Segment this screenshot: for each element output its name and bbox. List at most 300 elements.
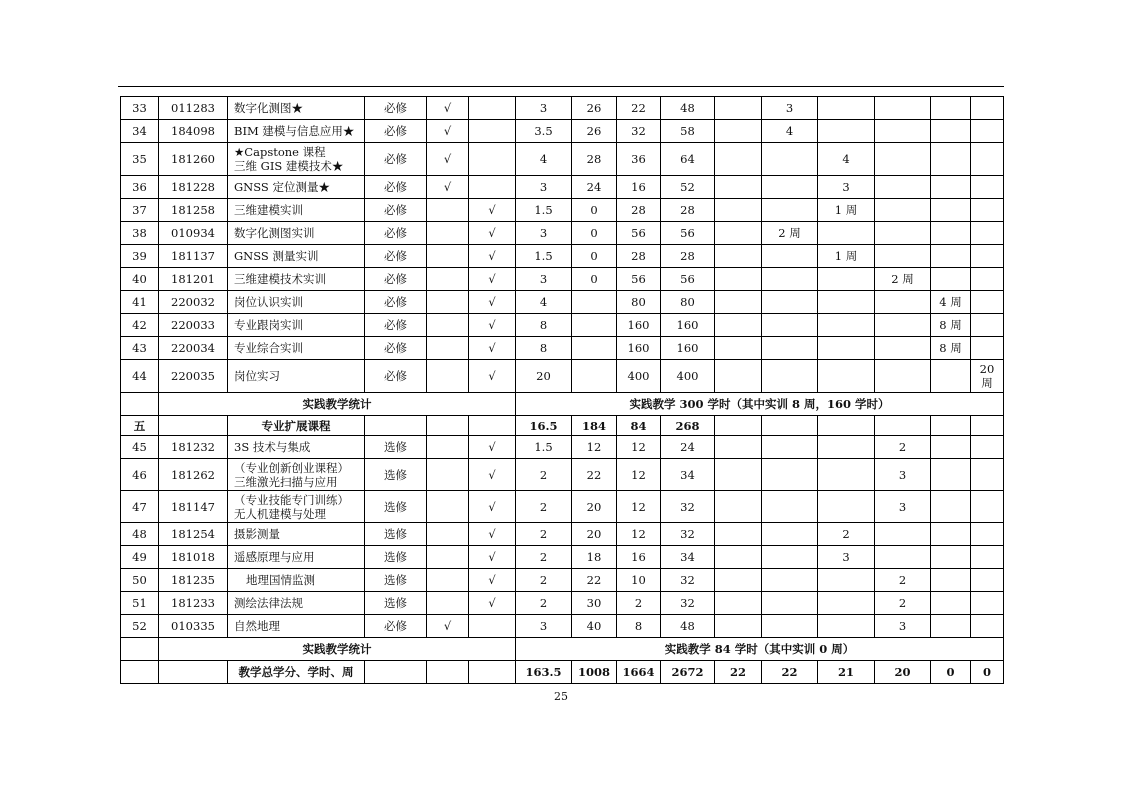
course-code: 011283 — [159, 97, 228, 120]
term-5: 4 周 — [931, 291, 971, 314]
blank-cell — [875, 416, 931, 436]
row-number: 35 — [121, 143, 159, 176]
blank-cell — [971, 416, 1004, 436]
practice-hours: 8 — [617, 615, 661, 638]
table-row — [121, 245, 1004, 268]
total-hours: 400 — [661, 360, 715, 393]
table-row — [121, 592, 1004, 615]
course-name: 自然地理 — [228, 615, 365, 638]
course-type: 必修 — [365, 199, 427, 222]
check-mark: √ — [469, 199, 516, 222]
term-4 — [875, 291, 931, 314]
practice-hours: 12 — [617, 523, 661, 546]
course-type: 选修 — [365, 592, 427, 615]
theory-hours: 20 — [572, 523, 617, 546]
total-hours: 32 — [661, 592, 715, 615]
row-number: 47 — [121, 491, 159, 523]
course-type: 必修 — [365, 120, 427, 143]
practice-hours: 36 — [617, 143, 661, 176]
section-credits: 16.5 — [516, 416, 572, 436]
term-5: 8 周 — [931, 314, 971, 337]
practice-hours: 2 — [617, 592, 661, 615]
course-code: 181147 — [159, 491, 228, 523]
section-total-hours: 268 — [661, 416, 715, 436]
total-hours: 28 — [661, 245, 715, 268]
theory-hours: 26 — [572, 120, 617, 143]
totals-s6: 0 — [971, 661, 1004, 684]
course-code: 181260 — [159, 143, 228, 176]
practice-hours: 28 — [617, 245, 661, 268]
course-name: GNSS 测量实训 — [228, 245, 365, 268]
term-6 — [971, 176, 1004, 199]
course-type: 必修 — [365, 615, 427, 638]
practice-hours: 22 — [617, 97, 661, 120]
credits: 1.5 — [516, 436, 572, 459]
term-4 — [875, 97, 931, 120]
term-1 — [715, 97, 762, 120]
credits: 1.5 — [516, 245, 572, 268]
theory-hours: 0 — [572, 268, 617, 291]
term-1 — [715, 268, 762, 291]
credits: 3 — [516, 268, 572, 291]
table-row — [121, 337, 1004, 360]
course-name: BIM 建模与信息应用★ — [228, 120, 365, 143]
course-name — [228, 491, 365, 523]
exam-mark — [427, 268, 469, 291]
blank-cell — [427, 661, 469, 684]
course-name — [228, 459, 365, 491]
term-6 — [971, 337, 1004, 360]
summary-row — [121, 393, 1004, 416]
term-6 — [971, 459, 1004, 491]
course-name-line: 三维激光扫描与应用 — [234, 474, 338, 489]
table-row — [121, 615, 1004, 638]
term-3: 3 — [818, 176, 875, 199]
table-row — [121, 120, 1004, 143]
course-code: 181235 — [159, 569, 228, 592]
credits: 2 — [516, 569, 572, 592]
check-mark: √ — [469, 436, 516, 459]
course-code: 181228 — [159, 176, 228, 199]
credits: 2 — [516, 592, 572, 615]
practice-hours: 80 — [617, 291, 661, 314]
term-6 — [971, 120, 1004, 143]
term-2 — [762, 314, 818, 337]
exam-mark: √ — [427, 176, 469, 199]
course-name: 专业综合实训 — [228, 337, 365, 360]
credits: 20 — [516, 360, 572, 393]
credits: 3.5 — [516, 120, 572, 143]
term-4: 2 — [875, 436, 931, 459]
summary-value: 实践教学 84 学时（其中实训 0 周） — [516, 638, 1004, 661]
totals-th: 1008 — [572, 661, 617, 684]
term-4 — [875, 337, 931, 360]
credits: 3 — [516, 222, 572, 245]
course-type: 选修 — [365, 569, 427, 592]
total-hours: 160 — [661, 337, 715, 360]
term-1 — [715, 245, 762, 268]
blank-cell — [365, 661, 427, 684]
term-2: 3 — [762, 97, 818, 120]
course-code: 184098 — [159, 120, 228, 143]
blank-cell — [121, 661, 159, 684]
term-3 — [818, 337, 875, 360]
credits: 4 — [516, 143, 572, 176]
theory-hours: 22 — [572, 569, 617, 592]
term-3 — [818, 268, 875, 291]
term-1 — [715, 120, 762, 143]
theory-hours — [572, 314, 617, 337]
term-1 — [715, 199, 762, 222]
term-4 — [875, 314, 931, 337]
course-code: 181262 — [159, 459, 228, 491]
summary-value: 实践教学 300 学时（其中实训 8 周，160 学时） — [516, 393, 1004, 416]
table-row — [121, 491, 1004, 523]
term-3 — [818, 97, 875, 120]
row-number: 36 — [121, 176, 159, 199]
row-number: 49 — [121, 546, 159, 569]
totals-s1: 22 — [715, 661, 762, 684]
term-4 — [875, 199, 931, 222]
course-type: 必修 — [365, 268, 427, 291]
row-number: 33 — [121, 97, 159, 120]
term-6 — [971, 523, 1004, 546]
practice-hours: 10 — [617, 569, 661, 592]
check-mark — [469, 615, 516, 638]
term-6-unit: 周 — [981, 376, 993, 390]
total-hours: 48 — [661, 97, 715, 120]
term-1 — [715, 491, 762, 523]
term-1 — [715, 459, 762, 491]
theory-hours: 18 — [572, 546, 617, 569]
term-5 — [931, 592, 971, 615]
row-number: 45 — [121, 436, 159, 459]
table-row — [121, 176, 1004, 199]
table-row — [121, 314, 1004, 337]
term-4 — [875, 245, 931, 268]
practice-hours: 32 — [617, 120, 661, 143]
row-number: 37 — [121, 199, 159, 222]
term-2 — [762, 615, 818, 638]
term-4 — [875, 546, 931, 569]
term-2 — [762, 436, 818, 459]
term-5 — [931, 569, 971, 592]
term-2 — [762, 569, 818, 592]
term-4: 3 — [875, 459, 931, 491]
term-2 — [762, 143, 818, 176]
blank-cell — [818, 416, 875, 436]
term-2 — [762, 291, 818, 314]
term-5 — [931, 546, 971, 569]
term-3 — [818, 615, 875, 638]
table-row — [121, 436, 1004, 459]
check-mark: √ — [469, 268, 516, 291]
exam-mark — [427, 491, 469, 523]
course-code: 220033 — [159, 314, 228, 337]
total-hours: 64 — [661, 143, 715, 176]
row-number: 52 — [121, 615, 159, 638]
exam-mark — [427, 546, 469, 569]
row-number: 34 — [121, 120, 159, 143]
total-hours: 32 — [661, 569, 715, 592]
term-2 — [762, 199, 818, 222]
practice-hours: 16 — [617, 546, 661, 569]
course-code: 181201 — [159, 268, 228, 291]
blank-cell — [159, 661, 228, 684]
total-hours: 32 — [661, 523, 715, 546]
term-3 — [818, 222, 875, 245]
term-4 — [875, 523, 931, 546]
section-theory-hours: 184 — [572, 416, 617, 436]
check-mark — [469, 97, 516, 120]
course-type: 必修 — [365, 222, 427, 245]
theory-hours: 40 — [572, 615, 617, 638]
course-name — [228, 143, 365, 176]
row-number: 48 — [121, 523, 159, 546]
term-5 — [931, 143, 971, 176]
theory-hours — [572, 360, 617, 393]
exam-mark — [427, 360, 469, 393]
course-code: 220034 — [159, 337, 228, 360]
check-mark: √ — [469, 523, 516, 546]
term-4 — [875, 120, 931, 143]
term-3 — [818, 459, 875, 491]
table-row — [121, 268, 1004, 291]
total-hours: 48 — [661, 615, 715, 638]
course-type: 必修 — [365, 245, 427, 268]
row-number: 51 — [121, 592, 159, 615]
course-code: 181018 — [159, 546, 228, 569]
term-5 — [931, 459, 971, 491]
term-5 — [931, 523, 971, 546]
course-name-line: （专业创新创业课程） — [234, 460, 349, 475]
term-5 — [931, 199, 971, 222]
term-2 — [762, 523, 818, 546]
total-hours: 160 — [661, 314, 715, 337]
exam-mark — [427, 245, 469, 268]
table-row — [121, 459, 1004, 491]
term-4: 3 — [875, 491, 931, 523]
term-6 — [971, 491, 1004, 523]
course-code: 010934 — [159, 222, 228, 245]
term-6 — [971, 245, 1004, 268]
term-1 — [715, 314, 762, 337]
course-name: 3S 技术与集成 — [228, 436, 365, 459]
blank-cell — [931, 416, 971, 436]
term-3: 1 周 — [818, 199, 875, 222]
row-number: 43 — [121, 337, 159, 360]
section-title: 专业扩展课程 — [228, 416, 365, 436]
header-rule — [118, 86, 1004, 87]
exam-mark — [427, 523, 469, 546]
row-number: 50 — [121, 569, 159, 592]
course-type: 选修 — [365, 491, 427, 523]
course-code: 220032 — [159, 291, 228, 314]
term-1 — [715, 592, 762, 615]
term-2 — [762, 360, 818, 393]
course-name: 专业跟岗实训 — [228, 314, 365, 337]
term-3 — [818, 569, 875, 592]
row-number: 38 — [121, 222, 159, 245]
exam-mark — [427, 337, 469, 360]
term-6 — [971, 615, 1004, 638]
theory-hours — [572, 291, 617, 314]
course-name: 岗位实习 — [228, 360, 365, 393]
summary-label: 实践教学统计 — [159, 393, 516, 416]
credits: 2 — [516, 459, 572, 491]
term-6 — [971, 592, 1004, 615]
credits: 8 — [516, 314, 572, 337]
blank-cell — [762, 416, 818, 436]
credits: 2 — [516, 546, 572, 569]
term-6 — [971, 97, 1004, 120]
check-mark: √ — [469, 569, 516, 592]
term-2: 2 周 — [762, 222, 818, 245]
theory-hours: 22 — [572, 459, 617, 491]
term-1 — [715, 615, 762, 638]
term-6 — [971, 360, 1004, 393]
term-3: 1 周 — [818, 245, 875, 268]
term-6 — [971, 222, 1004, 245]
term-2 — [762, 176, 818, 199]
term-1 — [715, 291, 762, 314]
course-name: 地理国情监测 — [228, 569, 365, 592]
term-3: 2 — [818, 523, 875, 546]
exam-mark — [427, 436, 469, 459]
table-row — [121, 360, 1004, 393]
course-code: 010335 — [159, 615, 228, 638]
exam-mark: √ — [427, 97, 469, 120]
course-type: 选修 — [365, 546, 427, 569]
term-6 — [971, 314, 1004, 337]
theory-hours: 0 — [572, 199, 617, 222]
total-hours: 34 — [661, 546, 715, 569]
blank-cell — [715, 416, 762, 436]
credits: 3 — [516, 615, 572, 638]
course-name: 三维建模实训 — [228, 199, 365, 222]
term-2 — [762, 459, 818, 491]
table-row — [121, 291, 1004, 314]
term-5 — [931, 436, 971, 459]
row-number: 39 — [121, 245, 159, 268]
row-number-blank — [121, 638, 159, 661]
term-6 — [971, 268, 1004, 291]
total-hours: 24 — [661, 436, 715, 459]
term-1 — [715, 569, 762, 592]
totals-credit: 163.5 — [516, 661, 572, 684]
term-3: 3 — [818, 546, 875, 569]
theory-hours: 26 — [572, 97, 617, 120]
term-5 — [931, 615, 971, 638]
course-name: 测绘法律法规 — [228, 592, 365, 615]
blank-cell — [159, 416, 228, 436]
practice-hours: 56 — [617, 268, 661, 291]
term-1 — [715, 546, 762, 569]
practice-hours: 400 — [617, 360, 661, 393]
practice-hours: 28 — [617, 199, 661, 222]
row-number: 41 — [121, 291, 159, 314]
course-name-line: 无人机建模与处理 — [234, 506, 326, 521]
credits: 3 — [516, 97, 572, 120]
total-hours: 52 — [661, 176, 715, 199]
course-name: 数字化测图实训 — [228, 222, 365, 245]
credits: 4 — [516, 291, 572, 314]
term-5: 8 周 — [931, 337, 971, 360]
total-hours: 56 — [661, 222, 715, 245]
totals-label: 教学总学分、学时、周 — [228, 661, 365, 684]
row-number: 44 — [121, 360, 159, 393]
credits: 1.5 — [516, 199, 572, 222]
totals-s2: 22 — [762, 661, 818, 684]
term-3 — [818, 314, 875, 337]
term-2: 4 — [762, 120, 818, 143]
table-row — [121, 222, 1004, 245]
term-3 — [818, 592, 875, 615]
blank-cell — [469, 661, 516, 684]
total-hours: 56 — [661, 268, 715, 291]
course-name-line: ★Capstone 课程 — [234, 145, 326, 159]
term-1 — [715, 176, 762, 199]
exam-mark — [427, 291, 469, 314]
check-mark: √ — [469, 222, 516, 245]
term-4: 2 — [875, 592, 931, 615]
table-row — [121, 97, 1004, 120]
table-row — [121, 143, 1004, 176]
totals-pr: 1664 — [617, 661, 661, 684]
term-2 — [762, 337, 818, 360]
course-type: 选修 — [365, 436, 427, 459]
total-hours: 80 — [661, 291, 715, 314]
term-5 — [931, 97, 971, 120]
term-3 — [818, 291, 875, 314]
term-4: 2 — [875, 569, 931, 592]
term-6 — [971, 291, 1004, 314]
practice-hours: 12 — [617, 436, 661, 459]
theory-hours: 0 — [572, 222, 617, 245]
blank-cell — [365, 416, 427, 436]
course-name: GNSS 定位测量★ — [228, 176, 365, 199]
course-code: 181137 — [159, 245, 228, 268]
theory-hours — [572, 337, 617, 360]
course-code: 220035 — [159, 360, 228, 393]
term-4: 2 周 — [875, 268, 931, 291]
total-hours: 32 — [661, 491, 715, 523]
table-row — [121, 523, 1004, 546]
exam-mark — [427, 592, 469, 615]
summary-label: 实践教学统计 — [159, 638, 516, 661]
term-4 — [875, 143, 931, 176]
credits: 2 — [516, 523, 572, 546]
course-type: 必修 — [365, 337, 427, 360]
row-number: 46 — [121, 459, 159, 491]
term-6 — [971, 199, 1004, 222]
exam-mark — [427, 314, 469, 337]
exam-mark — [427, 569, 469, 592]
term-4 — [875, 222, 931, 245]
course-name: 遥感原理与应用 — [228, 546, 365, 569]
term-4 — [875, 176, 931, 199]
term-3 — [818, 436, 875, 459]
term-3: 4 — [818, 143, 875, 176]
total-hours: 28 — [661, 199, 715, 222]
table-row — [121, 199, 1004, 222]
theory-hours: 0 — [572, 245, 617, 268]
section-practice-hours: 84 — [617, 416, 661, 436]
totals-s3: 21 — [818, 661, 875, 684]
term-6 — [971, 143, 1004, 176]
theory-hours: 12 — [572, 436, 617, 459]
term-3 — [818, 491, 875, 523]
